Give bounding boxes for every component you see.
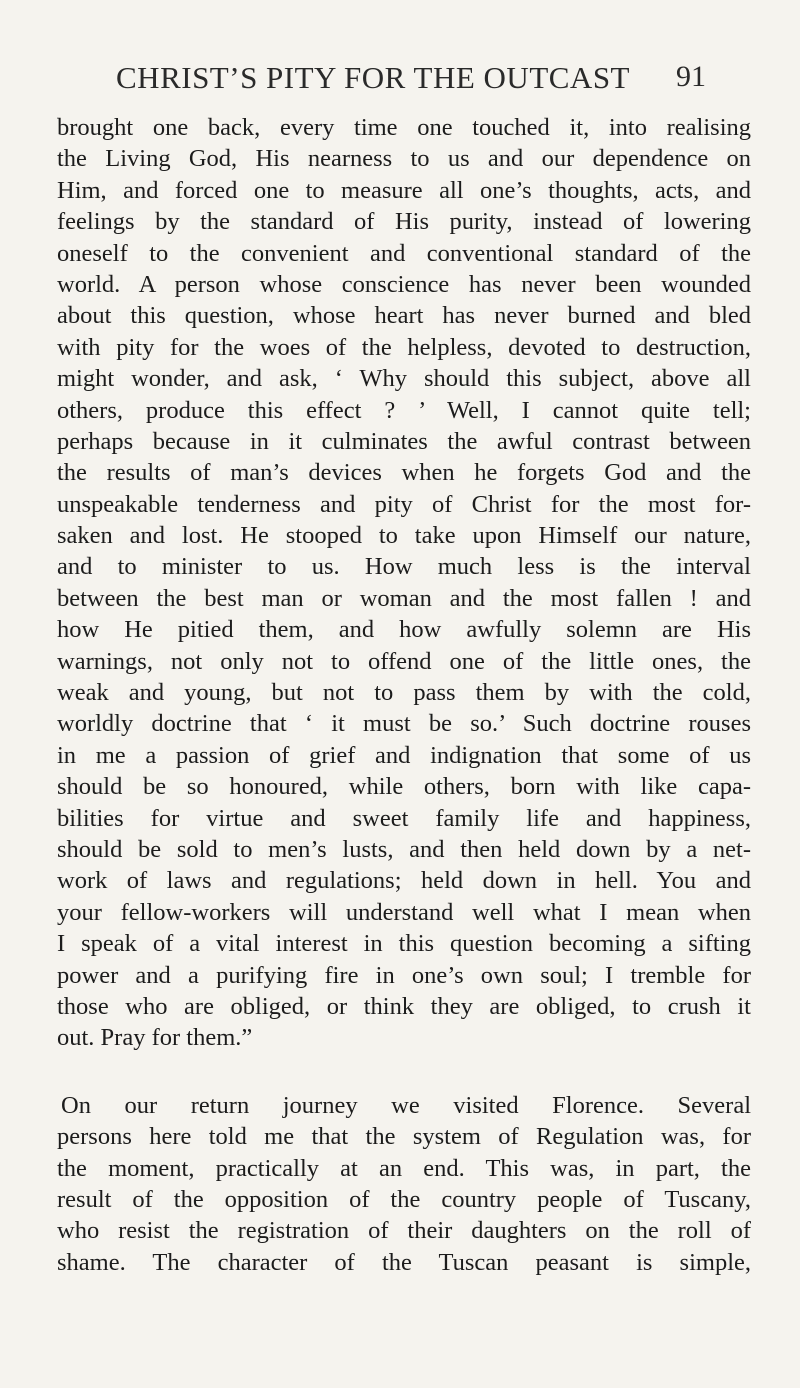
text-line: might wonder, and ask, ‘ Why should this subject, above all xyxy=(57,365,751,393)
text-line: how He pitied them, and how awfully solemn are His xyxy=(57,616,751,644)
text-line: world. A person whose conscience has never been wounded xyxy=(57,270,751,298)
text-line: bilities for virtue and sweet family life and happiness, xyxy=(57,804,751,832)
text-line: oneself to the convenient and conventional standard of the xyxy=(57,239,751,267)
text-line: the results of man’s devices when he forgets God and the xyxy=(57,459,751,487)
text-line: should be so honoured, while others, born with like capa- xyxy=(57,773,751,801)
text-line: in me a passion of grief and indignation that some of us xyxy=(57,741,751,769)
text-line: should be sold to men’s lusts, and then held down by a net- xyxy=(57,835,751,863)
text-line: Him, and forced one to measure all one’s thoughts, acts, and xyxy=(57,176,751,204)
text-line: perhaps because in it culminates the awful contrast between xyxy=(57,427,751,455)
text-line: the moment, practically at an end. This was, in part, the xyxy=(57,1154,751,1182)
text-line: I speak of a vital interest in this question becoming a sifting xyxy=(57,930,751,958)
text-line: worldly doctrine that ‘ it must be so.’ Such doctrine rouses xyxy=(57,710,751,738)
text-line: weak and young, but not to pass them by with the cold, xyxy=(57,679,751,707)
text-line: On our return journey we visited Florence. Several xyxy=(61,1091,751,1119)
text-line: result of the opposition of the country people of Tuscany, xyxy=(57,1185,751,1213)
paragraph-gap xyxy=(57,1054,751,1090)
text-line: feelings by the standard of His purity, instead of lowering xyxy=(57,208,751,236)
text-line: and to minister to us. How much less is the interval xyxy=(57,553,751,581)
running-title: CHRIST’S PITY FOR THE OUTCAST xyxy=(116,60,630,95)
text-line: the Living God, His nearness to us and our dependence on xyxy=(57,145,751,173)
text-line: warnings, not only not to offend one of the little ones, the xyxy=(57,647,751,675)
text-line: saken and lost. He stooped to take upon Himself our nature, xyxy=(57,522,751,550)
body-text xyxy=(57,112,751,1278)
page-number: 91 xyxy=(676,60,706,93)
text-line: with pity for the woes of the helpless, devoted to destruction, xyxy=(57,333,751,361)
paragraph-2 xyxy=(57,1090,751,1278)
text-line: about this question, whose heart has never burned and bled xyxy=(57,302,751,330)
text-line: brought one back, every time one touched it, into realising xyxy=(57,114,751,141)
text-line: out. Pray for them.” xyxy=(57,1024,253,1052)
text-line: work of laws and regulations; held down in hell. You and xyxy=(57,867,751,895)
text-line: who resist the registration of their daughters on the roll of xyxy=(57,1217,751,1245)
text-line: between the best man or woman and the most fallen ! and xyxy=(57,584,751,612)
text-line: power and a purifying fire in one’s own soul; I tremble for xyxy=(57,961,751,989)
text-line: shame. The character of the Tuscan peasant is simple, xyxy=(57,1248,751,1276)
text-line: those who are obliged, or think they are obliged, to crush it xyxy=(57,992,751,1020)
text-line: your fellow-workers will understand well what I mean when xyxy=(57,898,751,926)
paragraph-1 xyxy=(57,112,751,1054)
text-line: others, produce this effect ? ’ Well, I cannot quite tell; xyxy=(57,396,751,424)
text-line: persons here told me that the system of Regulation was, for xyxy=(57,1123,751,1151)
text-line: unspeakable tenderness and pity of Christ for the most for- xyxy=(57,490,751,518)
running-head xyxy=(116,60,706,100)
